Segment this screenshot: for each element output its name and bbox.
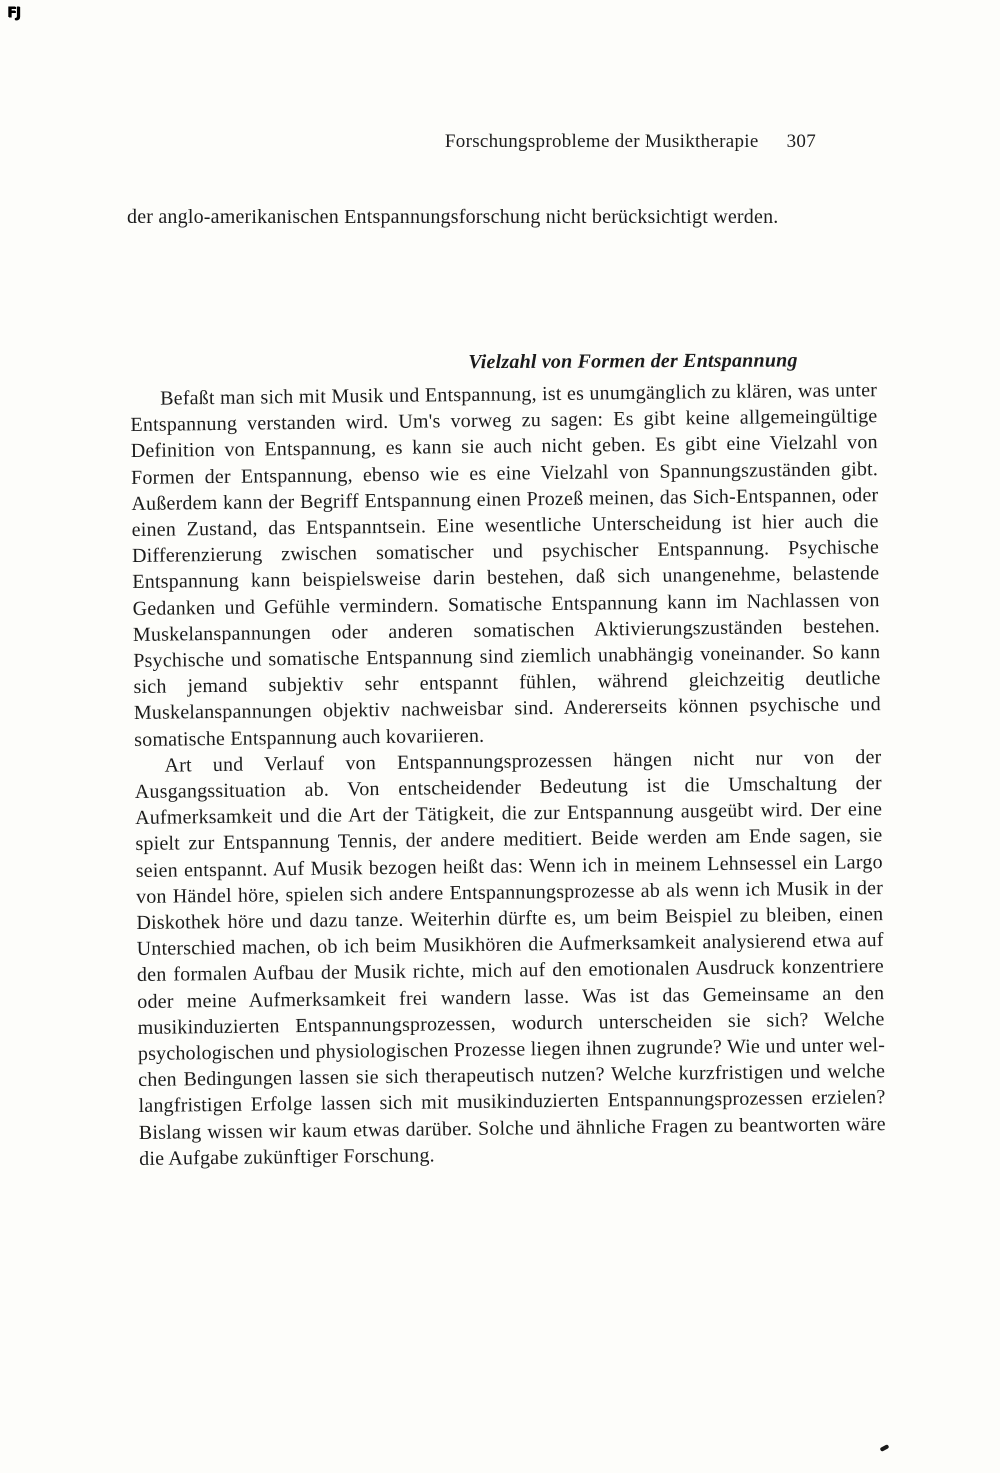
paragraph: Befaßt man sich mit Musik und Entspannung, ist es unumgänglich zu klären, was unter Entspannung verstanden wird. Um's vorweg zu sagen: Es gibt keine allgemeingültige Definition von Entspannung, es kann sie auch nicht geben. Es gibt eine Vielzahl von Formen der Entspannung, ebenso wie es eine Vielzahl von Spannungszuständen gibt. Außerdem kann der Begriff Entspannung einen Prozeß meinen, das Sich-Entspannen, oder einen Zustand, das Entspanntsein. Eine wesentliche Unterscheidung ist hier auch die Differenzierung zwischen somatischer und psychischer Entspannung. Psychische Entspannung kann beispielsweise darin bestehen, daß sich unangenehme, belastende Gedanken und Gefühle vermindern. Somatische Entspannung kann im Nachlassen von Muskelanspannungen oder anderen somatischen Aktivierungszuständen bestehen. Psychische und somatische Entspannung sind ziemlich unabhängig voneinander. So kann sich jemand subjektiv sehr entspannt fühlen, während gleichzeitig deutliche Muskelanspannungen objektiv nachweisbar sind. Andererseits können psychische und somatische Entspannung auch kovariieren. xyxy=(130,379,881,751)
body-text xyxy=(130,377,886,1172)
ink-speck-icon xyxy=(880,1444,890,1452)
page-number: 307 xyxy=(786,131,816,152)
section-heading: Vielzahl von Formen der Entspannung xyxy=(468,349,798,373)
paragraph: Art und Verlauf von Entspannungsprozessen hängen nicht nur von der Ausgangssituation ab. Von entscheidender Bedeutung ist die Umschaltung der Aufmerksamkeit und die Art der Tätigkeit, die zur Entspannung ausgeübt wird. Der eine spielt zur Entspannung Tennis, der andere meditiert. Beide werden am Ende sagen, sie seien entspannt. Auf Musik bezogen heißt das: Wenn ich in meinem Lehnsessel ein Largo von Händel höre, spielen sich andere Entspannungsprozesse ab als wenn ich Musik in der Diskothek höre und dazu tanze. Weiterhin dürfte es, um beim Beispiel zu bleiben, einen Unterschied machen, ob ich beim Musikhören die Aufmerksamkeit analysierend etwa auf den formalen Aufbau der Musik richte, mich auf den emotionalen Ausdruck konzentriere oder meine Aufmerksamkeit frei wandern lasse. Was ist das Gemeinsame an den musikinduzierten Entspannungsprozessen, wodurch unterscheiden sie sich? Welche psychologischen und physiologischen Prozesse liegen ihnen zugrunde? Wie und unter welchen Bedingungen lassen sie sich therapeutisch nutzen? Welche kurzfristigen und welche langfristigen Erfolge lassen sich mit musikinduzierten Entspannungsprozessen erzielen? Bislang wissen wir kaum etwas darüber. Solche und ähnliche Fragen zu beantworten wäre die Aufgabe zukünftiger Forschung. xyxy=(134,745,886,1170)
continuation-paragraph: der anglo-amerikanischen Entspannungsforschung nicht berücksichtigt werden. xyxy=(127,206,779,228)
running-title: Forschungsprobleme der Musiktherapie xyxy=(444,131,759,152)
photocopy-corner-artifact: FJ xyxy=(7,5,20,21)
running-header xyxy=(127,131,874,153)
